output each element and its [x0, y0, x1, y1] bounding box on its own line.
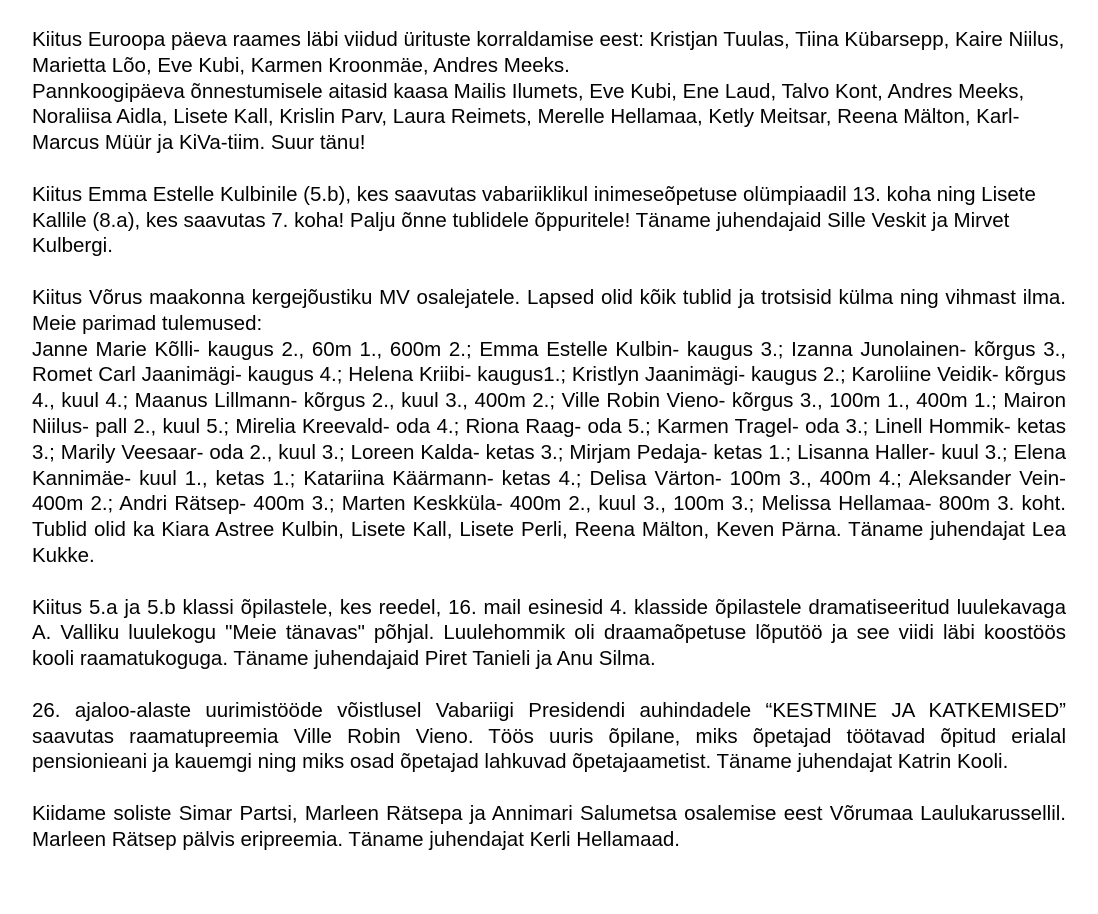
paragraph-athletics-results: Janne Marie Kõlli- kaugus 2., 60m 1., 600m 2.; Emma Estelle Kulbin- kaugus 3.; Izanna Junolainen- kõrgus 3., Romet Carl Jaanimägi- kaugus 4.; Helena Kriibi- kaugus1.; Kristlyn Jaanimägi- kaugus 2.; Karoliine Veidik- kõrgus 4., kuul 4.; Maanus Lillmann- kõrgus 2., kuul 3., 400m 2.; Ville Robin Vieno- kõrgus 3., 100m 1., 400m 1.; Mairon Niilus- pall 2., kuul 5.; Mirelia Kreevald- oda 4.; Riona Raag- oda 5.; Karmen Tragel- oda 3.; Linell Hommik- ketas 3.; Marily Veesaar- oda 2., kuul 3.; Loreen Kalda- ketas 3.; Mirjam Pedaja- ketas 1.; Lisanna Haller- kuul 3.; Elena Kannimäe- kuul 1., ketas 1.; Katariina Käärmann- ketas 4.; Delisa Värton- 100m 3., 400m 4.; Aleksander Vein- 400m 2.; Andri Rätsep- 400m 3.; Marten Keskküla- 400m 2., kuul 3., 100m 3.; Melissa Hellamaa- 800m 3. koht. Tublid olid ka Kiara Astree Kulbin, Lisete Kall, Lisete Perli, Reena Mälton, Keven Pärna. Täname juhendajat Lea Kukke. — [32, 337, 1066, 567]
paragraph-spacer — [32, 775, 1066, 801]
paragraph-europe-day: Kiitus Euroopa päeva raames läbi viidud ürituste korraldamise eest: Kristjan Tuulas, Tiina Kübarsepp, Kaire Niilus, Marietta Lõo, Eve Kubi, Karmen Kroonmäe, Andres Meeks. — [32, 28, 1065, 77]
paragraph-olympiad: Kiitus Emma Estelle Kulbinile (5.b), kes saavutas vabariiklikul inimeseõpetuse olümpiaadil 13. koha ning Lisete Kallile (8.a), kes saavutas 7. koha! Palju õnne tublidele õppuritele! Täname juhendajaid Sille Veskit ja Mirvet Kulbergi. — [32, 182, 1036, 258]
paragraph-athletics-intro: Kiitus Võrus maakonna kergejõustiku MV osalejatele. Lapsed olid kõik tublid ja trotsisid külma ning vihmast ilma. Meie parimad tulemused: — [32, 285, 1066, 335]
document-body — [32, 27, 1066, 853]
paragraph-spacer — [32, 259, 1066, 285]
paragraph-song-carousel: Kiidame soliste Simar Partsi, Marleen Rätsepa ja Annimari Salumetsa osalemise eest Võrumaa Laulukarussellil. Marleen Rätsep pälvis eripreemia. Täname juhendajat Kerli Hellamaad. — [32, 801, 1066, 851]
paragraph-poetry-morning: Kiitus 5.a ja 5.b klassi õpilastele, kes reedel, 16. mail esinesid 4. klasside õpilastele dramatiseeritud luulekavaga A. Valliku luulekogu "Meie tänavas" põhjal. Luulehommik oli draamaõpetuse lõputöö ja see viidi läbi koostöös kooli raamatukoguga. Täname juhendajaid Piret Tanieli ja Anu Silma. — [32, 595, 1066, 671]
paragraph-spacer — [32, 156, 1066, 182]
paragraph-pancake-day: Pannkoogipäeva õnnestumisele aitasid kaasa Mailis Ilumets, Eve Kubi, Ene Laud, Talvo Kont, Andres Meeks, Noraliisa Aidla, Lisete Kall, Krislin Parv, Laura Reimets, Merelle Hellamaa, Ketly Meitsar, Reena Mälton, Karl-Marcus Müür ja KiVa-tiim. Suur tänu! — [32, 79, 1025, 155]
paragraph-spacer — [32, 672, 1066, 698]
paragraph-spacer — [32, 569, 1066, 595]
paragraph-history-research: 26. ajaloo-alaste uurimistööde võistlusel Vabariigi Presidendi auhindadele “KESTMINE JA KATKEMISED” saavutas raamatupreemia Ville Robin Vieno. Töös uuris õpilane, miks õpetajad töötavad õpitud erialal pensionieani ja kauemgi ning miks osad õpetajad lahkuvad õpetajaametist. Täname juhendajat Katrin Kooli. — [32, 698, 1066, 774]
